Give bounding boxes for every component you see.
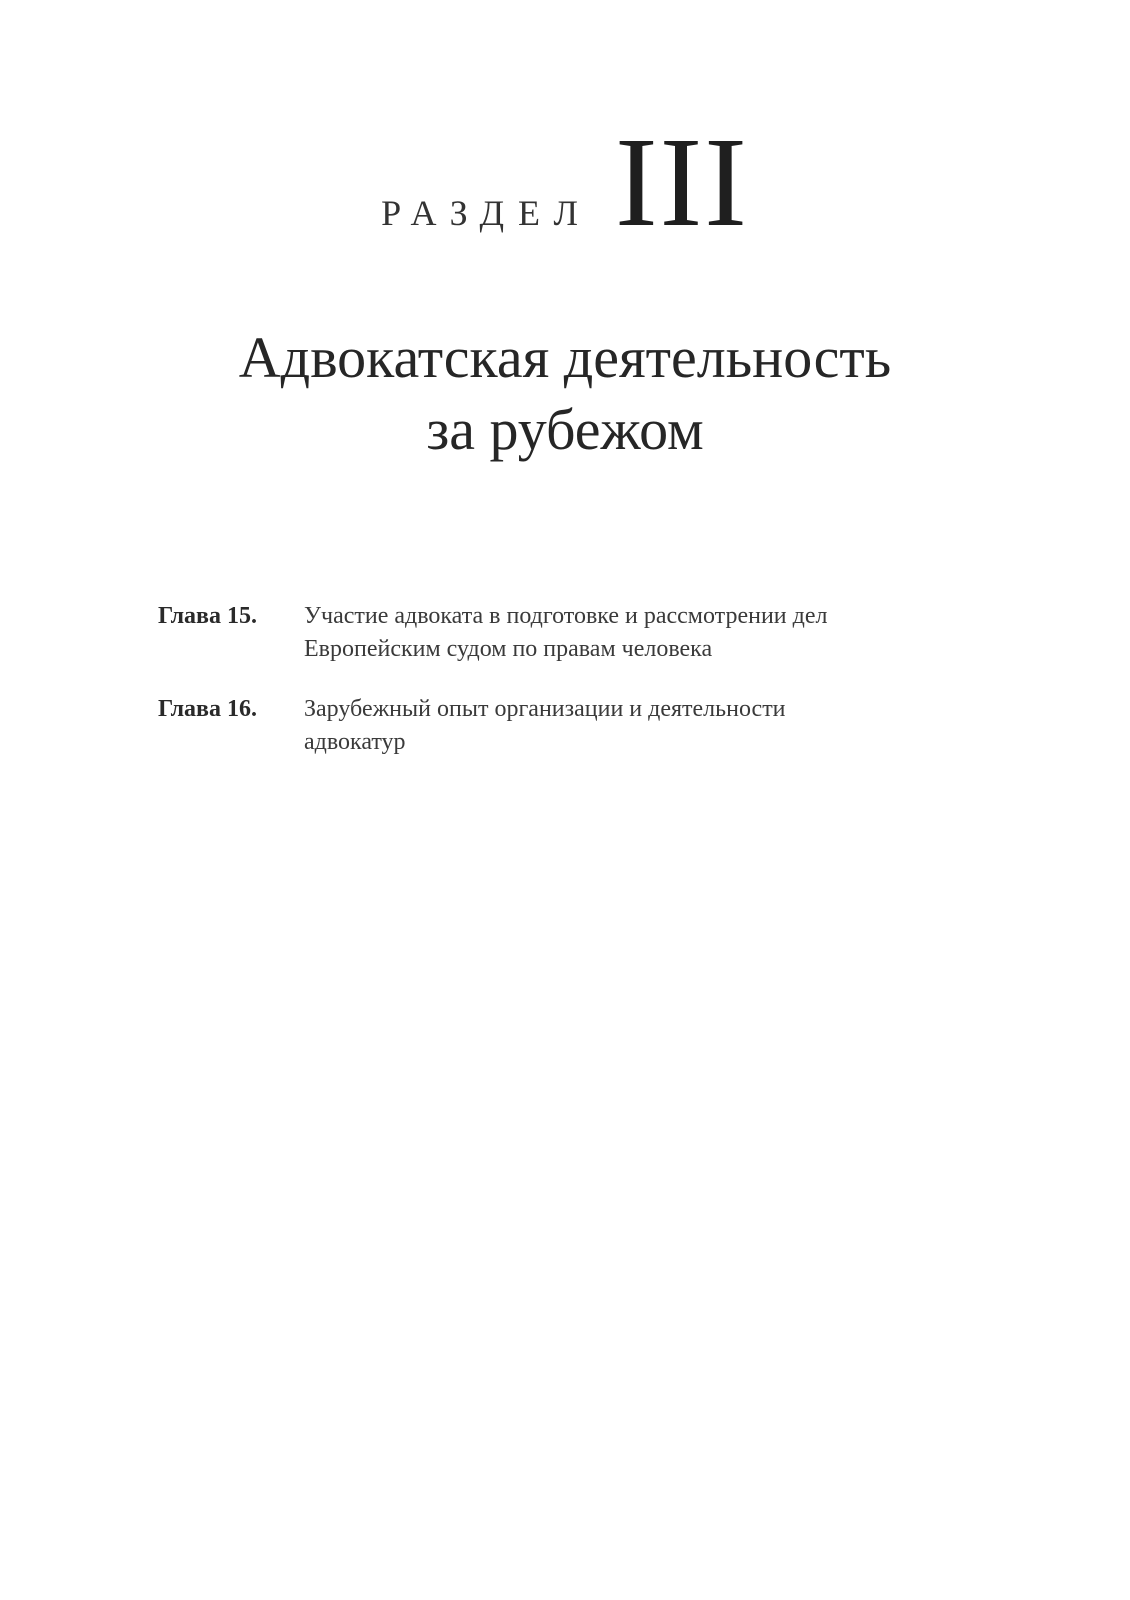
section-number: III xyxy=(615,111,749,253)
chapter-title-line-1: Участие адвоката в подготовке и рассмотрении дел xyxy=(304,603,828,629)
chapter-number: Глава 16. xyxy=(158,696,257,722)
chapter-title-line-1: Зарубежный опыт организации и деятельности xyxy=(304,696,786,722)
chapter-entry xyxy=(158,693,958,759)
chapter-title xyxy=(304,693,958,759)
chapter-number: Глава 15. xyxy=(158,603,257,629)
part-title-line-2: за рубежом xyxy=(426,397,704,462)
chapter-title-line-2: Европейским судом по правам человека xyxy=(304,636,713,662)
part-title xyxy=(0,322,1130,466)
chapter-entry xyxy=(158,600,958,666)
part-title-line-1: Адвокатская деятельность xyxy=(238,325,892,390)
chapter-title xyxy=(304,600,958,666)
chapter-list xyxy=(158,600,958,786)
section-heading xyxy=(0,111,1130,253)
chapter-title-line-2: адвокатур xyxy=(304,729,406,755)
section-label: РАЗДЕЛ xyxy=(381,193,592,233)
